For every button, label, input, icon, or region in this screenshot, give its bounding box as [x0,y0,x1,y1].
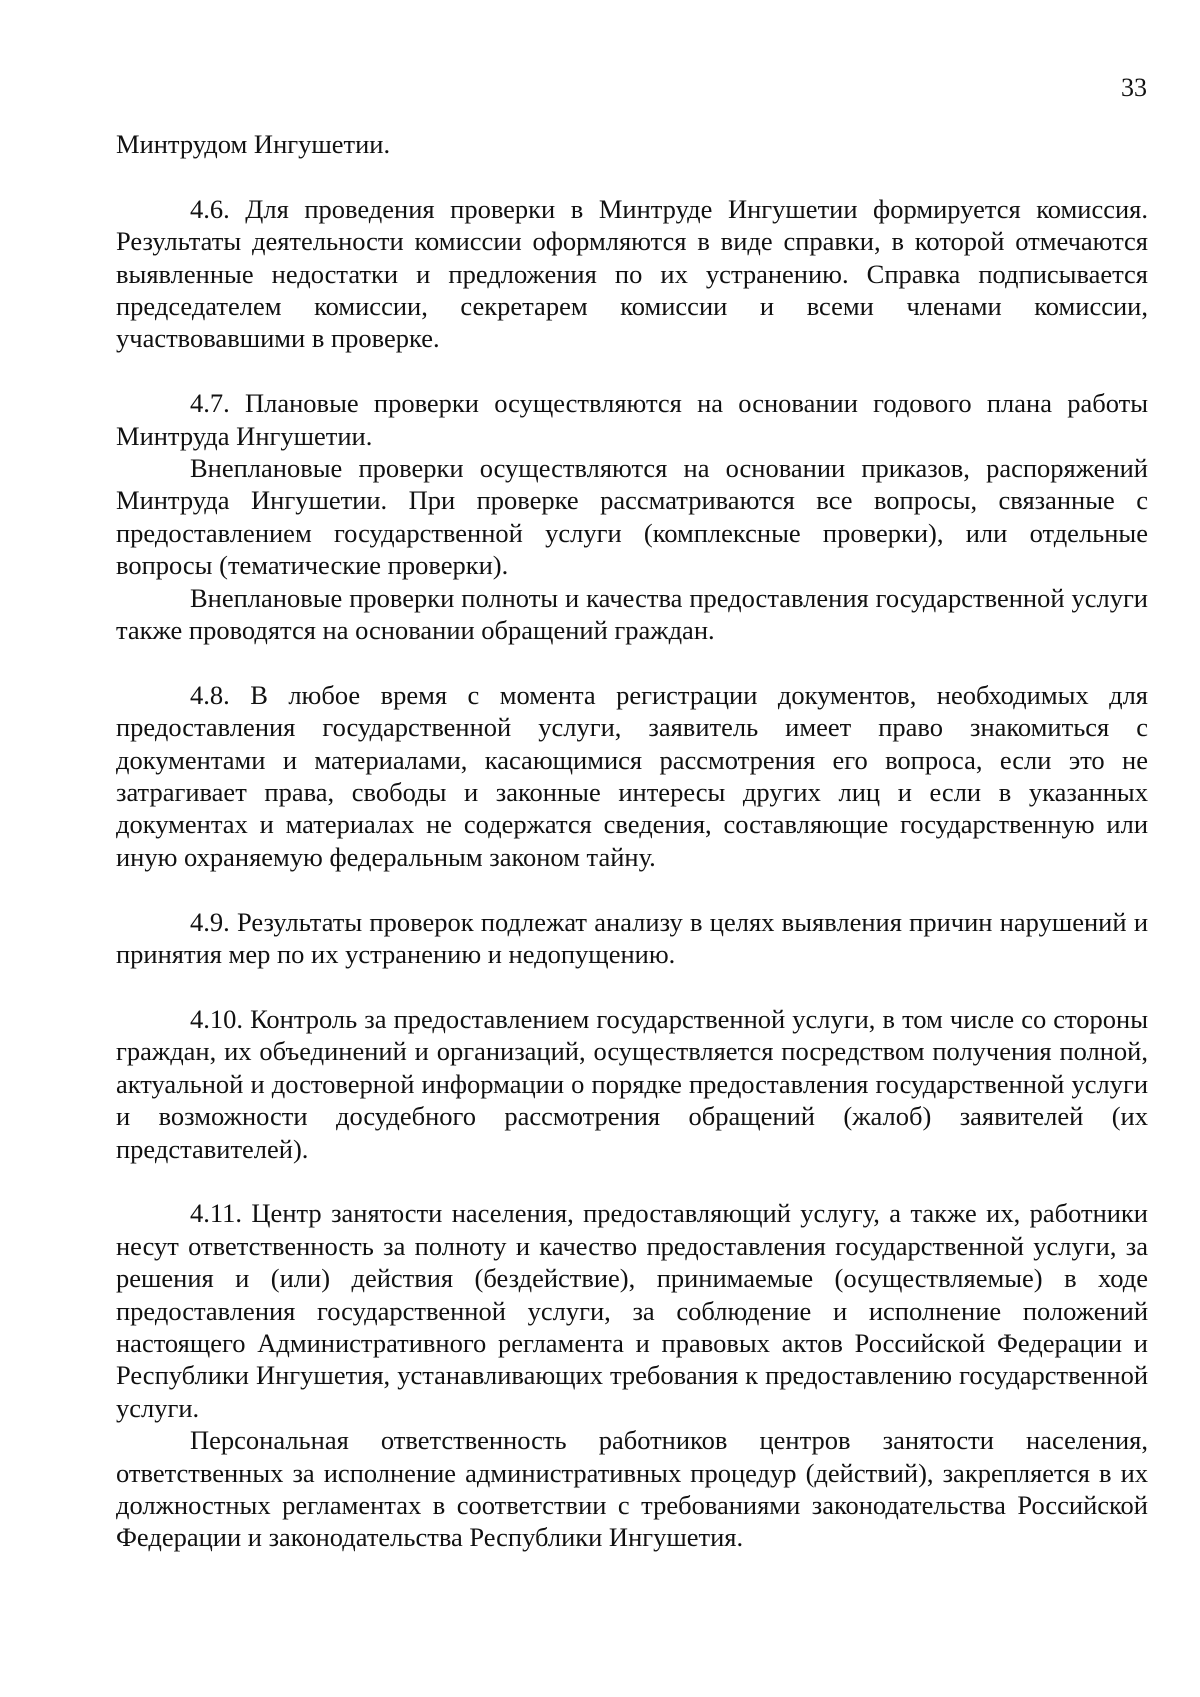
paragraph-4-9: 4.9. Результаты проверок подлежат анализу в целях выявления причин нарушений и принятия мер по их устранению и недопущению. [116,906,1148,970]
document-body [116,128,1148,1554]
paragraph-4-10: 4.10. Контроль за предоставлением государственной услуги, в том числе со стороны граждан, их объединений и организаций, осуществляется посредством получения полной, актуальной и достоверной информации о порядке предоставления государственной услуги и возможности досудебного рассмотрения обращений (жалоб) заявителей (их представителей). [116,1003,1148,1164]
paragraph-4-7-citizen-requests: Внеплановые проверки полноты и качества предоставления государственной услуги также проводятся на основании обращений граждан. [116,582,1148,646]
paragraph-4-6: 4.6. Для проведения проверки в Минтруде Ингушетии формируется комиссия. Результаты деятельности комиссии оформляются в виде справки, в которой отмечаются выявленные недостатки и предложения по их устранению. Справка подписывается председателем комиссии, секретарем комиссии и всеми членами комиссии, участвовавшими в проверке. [116,193,1148,354]
paragraph-4-7-unscheduled: Внеплановые проверки осуществляются на основании приказов, распоряжений Минтруда Ингушетии. При проверке рассматриваются все вопросы, связанные с предоставлением государственной услуги (комплексные проверки), или отдельные вопросы (тематические проверки). [116,453,1148,581]
paragraph-4-11: 4.11. Центр занятости населения, предоставляющий услугу, а также их, работники несут ответственность за полноту и качество предоставления государственной услуги, за решения и (или) действия (бездействие), принимаемые (осуществляемые) в ходе предоставления государственной услуги, за соблюдение и исполнение положений настоящего Административного регламента и правовых актов Российской Федерации и Республики Ингушетия, устанавливающих требования к предоставлению государственной услуги. [116,1198,1148,1423]
paragraph-4-8: 4.8. В любое время с момента регистрации документов, необходимых для предоставления государственной услуги, заявитель имеет право знакомиться с документами и материалами, касающимися рассмотрения его вопроса, если это не затрагивает права, свободы и законные интересы других лиц и если в указанных документах и материалах не содержатся сведения, составляющие государственную или иную охраняемую федеральным законом тайну. [116,679,1148,872]
paragraph-continuation: Минтрудом Ингушетии. [116,129,391,159]
paragraph-4-7: 4.7. Плановые проверки осуществляются на основании годового плана работы Минтруда Ингушетии. [116,388,1148,451]
page-number: 33 [1121,73,1147,102]
paragraph-4-11-personal-responsibility: Персональная ответственность работников центров занятости населения, ответственных за исполнение административных процедур (действий), закрепляется в их должностных регламентах в соответствии с требованиями законодательства Российской Федерации и законодательства Республики Ингушетия. [116,1425,1148,1553]
